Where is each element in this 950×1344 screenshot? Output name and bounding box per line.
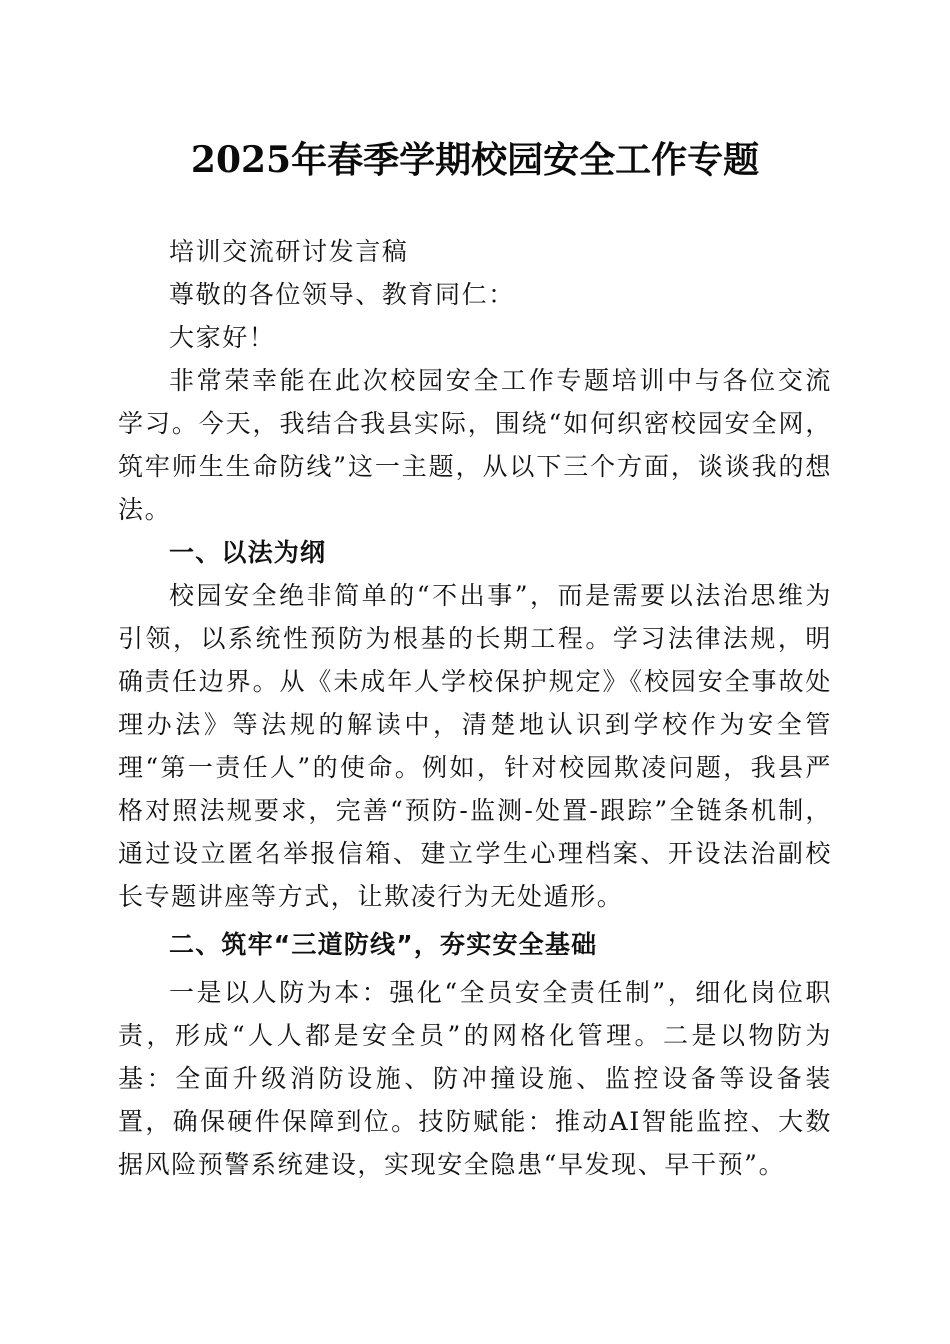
section-1-heading: 一、以法为纲 xyxy=(169,538,327,567)
subtitle: 培训交流研讨发言稿 xyxy=(169,237,409,266)
salutation: 尊敬的各位领导、教育同仁： xyxy=(169,280,515,309)
greeting: 大家好！ xyxy=(169,323,276,352)
document-title: 2025年春季学期校园安全工作专题 xyxy=(190,139,760,181)
intro-paragraph: 非常荣幸能在此次校园安全工作专题培训中与各位交流学习。今天，我结合我县实际，围绕“如何织密校园安全网，筑牢师生生命防线”这一主题，从以下三个方面，谈谈我的想法。 xyxy=(118,366,832,524)
document-body xyxy=(118,230,832,1186)
section-1-paragraph: 校园安全绝非简单的“不出事”，而是需要以法治思维为引领，以系统性预防为根基的长期工程。学习法律法规，明确责任边界。从《未成年人学校保护规定》《校园安全事故处理办法》等法规的解读中，清楚地认识到学校作为安全管理“第一责任人”的使命。例如，针对校园欺凌问题，我县严格对照法规要求，完善“预防-监测-处置-跟踪”全链条机制，通过设立匿名举报信箱、建立学生心理档案、开设法治副校长专题讲座等方式，让欺凌行为无处遁形。 xyxy=(118,581,832,911)
section-2-heading: 二、筑牢“三道防线”，夯实安全基础 xyxy=(169,930,598,959)
section-2-paragraph: 一是以人防为本：强化“全员安全责任制”，细化岗位职责，形成“人人都是安全员”的网格化管理。二是以物防为基：全面升级消防设施、防冲撞设施、监控设备等设备装置，确保硬件保障到位。技防赋能：推动AI智能监控、大数据风险预警系统建设，实现安全隐患“早发现、早干预”。 xyxy=(118,978,832,1179)
